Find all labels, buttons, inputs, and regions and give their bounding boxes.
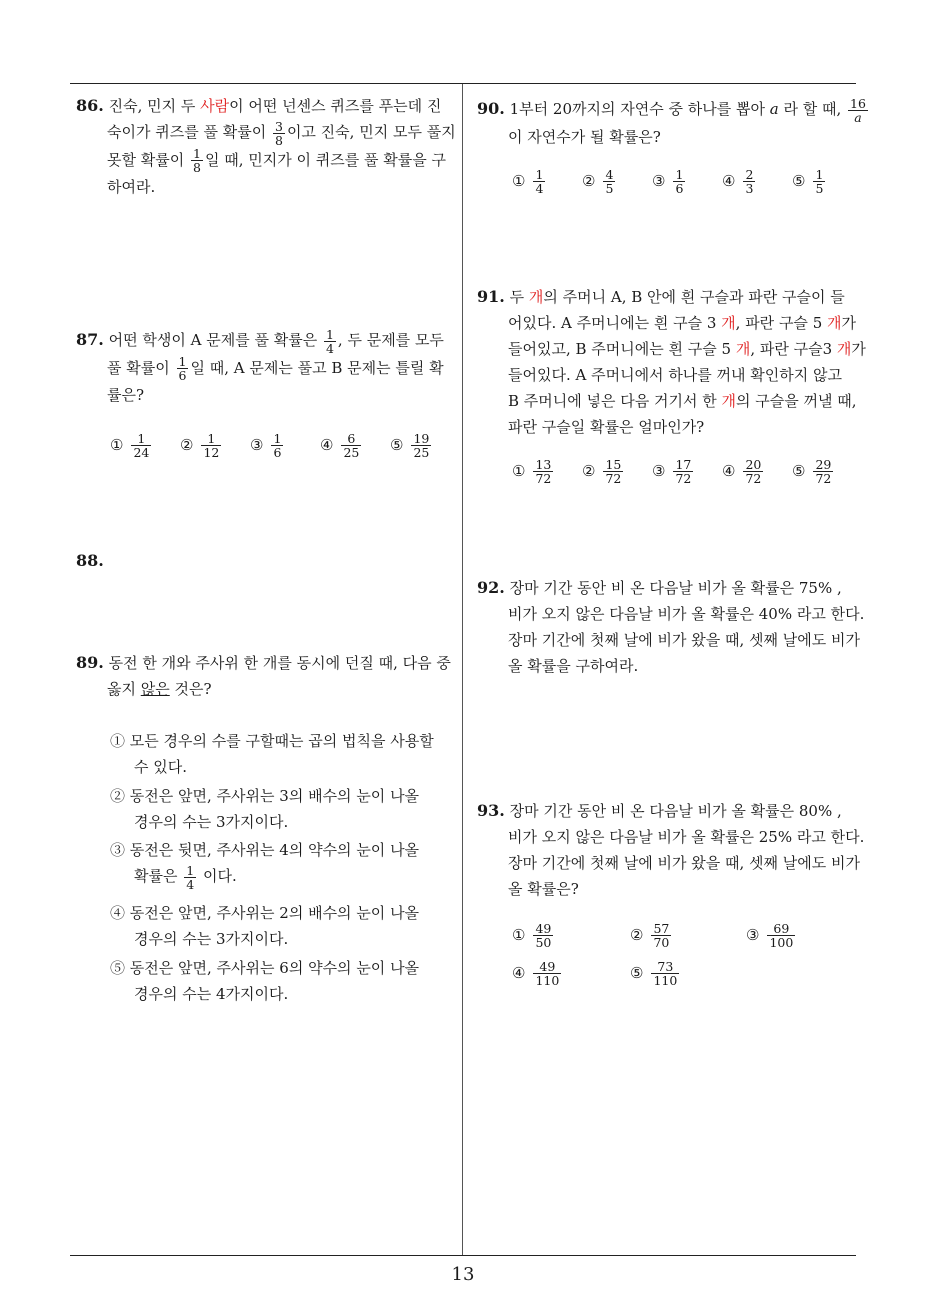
choice-1[interactable]: ① $\frac{13}{72}$ [512, 457, 552, 486]
question-number: 90. [477, 99, 505, 118]
choice-1[interactable]: ① $\frac{1}{24}$ [110, 431, 150, 460]
choice-2[interactable]: ② $\frac{4}{5}$ [582, 167, 614, 196]
option-2[interactable]: ② 동전은 앞면, 주사위는 3의 배수의 눈이 나올 경우의 수는 3가지이다. [110, 787, 420, 831]
choice-1[interactable]: ① $\frac{49}{50}$ [512, 921, 552, 950]
option-5[interactable]: ⑤ 동전은 앞면, 주사위는 6의 약수의 눈이 나올 경우의 수는 4가지이다. [110, 959, 420, 1003]
choice-4[interactable]: ④ $\frac{49}{110}$ [512, 959, 560, 988]
question-92: 92. 장마 기간 동안 비 온 다음날 비가 올 확률은 75% , 비가 오지 않은 다음날 비가 올 확률은 40% 라고 한다. 장마 기간에 첫째 날에 비가 왔을 때, 셋째 날에도 비가 올 확률을 구하여라. [477, 578, 865, 675]
question-number: 87. [76, 330, 104, 349]
question-86: 86. 진숙, 민지 두 사람이 어떤 넌센스 퀴즈를 푸는데 진 숙이가 퀴즈를 풀 확률이 $\frac{3}{8}$ 이고 진숙, 민지 모두 풀지 못할 확률이 $\frac{1}{8}$ 일 때, 민지가 이 퀴즈를 풀 확률을 구 하여라. [76, 96, 456, 196]
question-88 [76, 548, 104, 574]
question-93: 93. 장마 기간 동안 비 온 다음날 비가 올 확률은 80% , 비가 오지 않은 다음날 비가 올 확률은 25% 라고 한다. 장마 기간에 첫째 날에 비가 왔을 때, 셋째 날에도 비가 올 확률은? [477, 801, 865, 898]
question-number: 88. [76, 551, 104, 570]
fraction: $\frac{1}{4}$ [325, 326, 334, 356]
option-3[interactable]: ③ 동전은 뒷면, 주사위는 4의 약수의 눈이 나올 확률은 $\frac{1}{4}$ 이다. [110, 841, 420, 892]
question-number: 86. [76, 96, 104, 115]
choice-4[interactable]: ④ $\frac{20}{72}$ [722, 457, 762, 486]
option-1[interactable]: ① 모든 경우의 수를 구할때는 곱의 법칙을 사용할 수 있다. [110, 732, 434, 776]
question-90: 90. 1부터 20까지의 자연수 중 하나를 뽑아 a 라 할 때, $\frac{16}{a}$ 이 자연수가 될 확률은? [477, 95, 866, 146]
bottom-rule [70, 1255, 856, 1256]
fraction: $\frac{1}{8}$ [193, 146, 201, 175]
top-rule [70, 83, 856, 84]
choice-5[interactable]: ⑤ $\frac{19}{25}$ [390, 431, 430, 460]
underlined-text: 않은 [140, 680, 170, 698]
choice-3[interactable]: ③ $\frac{1}{6}$ [652, 167, 684, 196]
choice-5[interactable]: ⑤ $\frac{1}{5}$ [792, 167, 824, 196]
question-number: 91. [477, 287, 505, 306]
choice-5[interactable]: ⑤ $\frac{73}{110}$ [630, 959, 678, 988]
question-number: 89. [76, 653, 104, 672]
fraction: $\frac{1}{4}$ [186, 862, 195, 892]
choice-3[interactable]: ③ $\frac{17}{72}$ [652, 457, 692, 486]
fraction: $\frac{1}{6}$ [178, 354, 187, 383]
question-number: 92. [477, 578, 505, 597]
choice-2[interactable]: ② $\frac{57}{70}$ [630, 921, 670, 950]
question-87: 87. 어떤 학생이 A 문제를 풀 확률은 $\frac{1}{4}$ , 두 문제를 모두 풀 확률이 $\frac{1}{6}$ 일 때, A 문제는 풀고 B 문제는 틀릴 확 률은? [76, 326, 444, 404]
question-number: 93. [477, 801, 505, 820]
choice-4[interactable]: ④ $\frac{2}{3}$ [722, 167, 754, 196]
fraction: $\frac{16}{a}$ [850, 95, 866, 125]
choice-1[interactable]: ① $\frac{1}{4}$ [512, 167, 544, 196]
choice-2[interactable]: ② $\frac{15}{72}$ [582, 457, 622, 486]
question-91: 91. 두 개의 주머니 A, B 안에 흰 구슬과 파란 구슬이 들 어있다. A 주머니에는 흰 구슬 3 개, 파란 구슬 5 개가 들어있고, B 주머니에는 흰 구슬 5 개, 파란 구슬3 개가 들어있다. A 주머니에서 하나를 꺼내 확인하지 않고 B 주머니에 넣은 다음 거기서 한 개의 구슬을 꺼낼 때, 파란 구슬일 확률은 얼마인가? [477, 287, 866, 436]
choice-3[interactable]: ③ $\frac{69}{100}$ [746, 921, 794, 950]
choice-3[interactable]: ③ $\frac{1}{6}$ [250, 431, 282, 460]
choice-5[interactable]: ⑤ $\frac{29}{72}$ [792, 457, 832, 486]
highlight-text: 사람 [200, 97, 230, 115]
question-89: 89. 동전 한 개와 주사위 한 개를 동시에 던질 때, 다음 중 옳지 않은 것은? [76, 653, 451, 698]
fraction: $\frac{3}{8}$ [274, 118, 283, 148]
option-4[interactable]: ④ 동전은 앞면, 주사위는 2의 배수의 눈이 나올 경우의 수는 3가지이다. [110, 904, 420, 948]
page-number: 13 [451, 1264, 475, 1285]
choice-4[interactable]: ④ $\frac{6}{25}$ [320, 431, 360, 460]
choice-2[interactable]: ② $\frac{1}{12}$ [180, 431, 220, 460]
